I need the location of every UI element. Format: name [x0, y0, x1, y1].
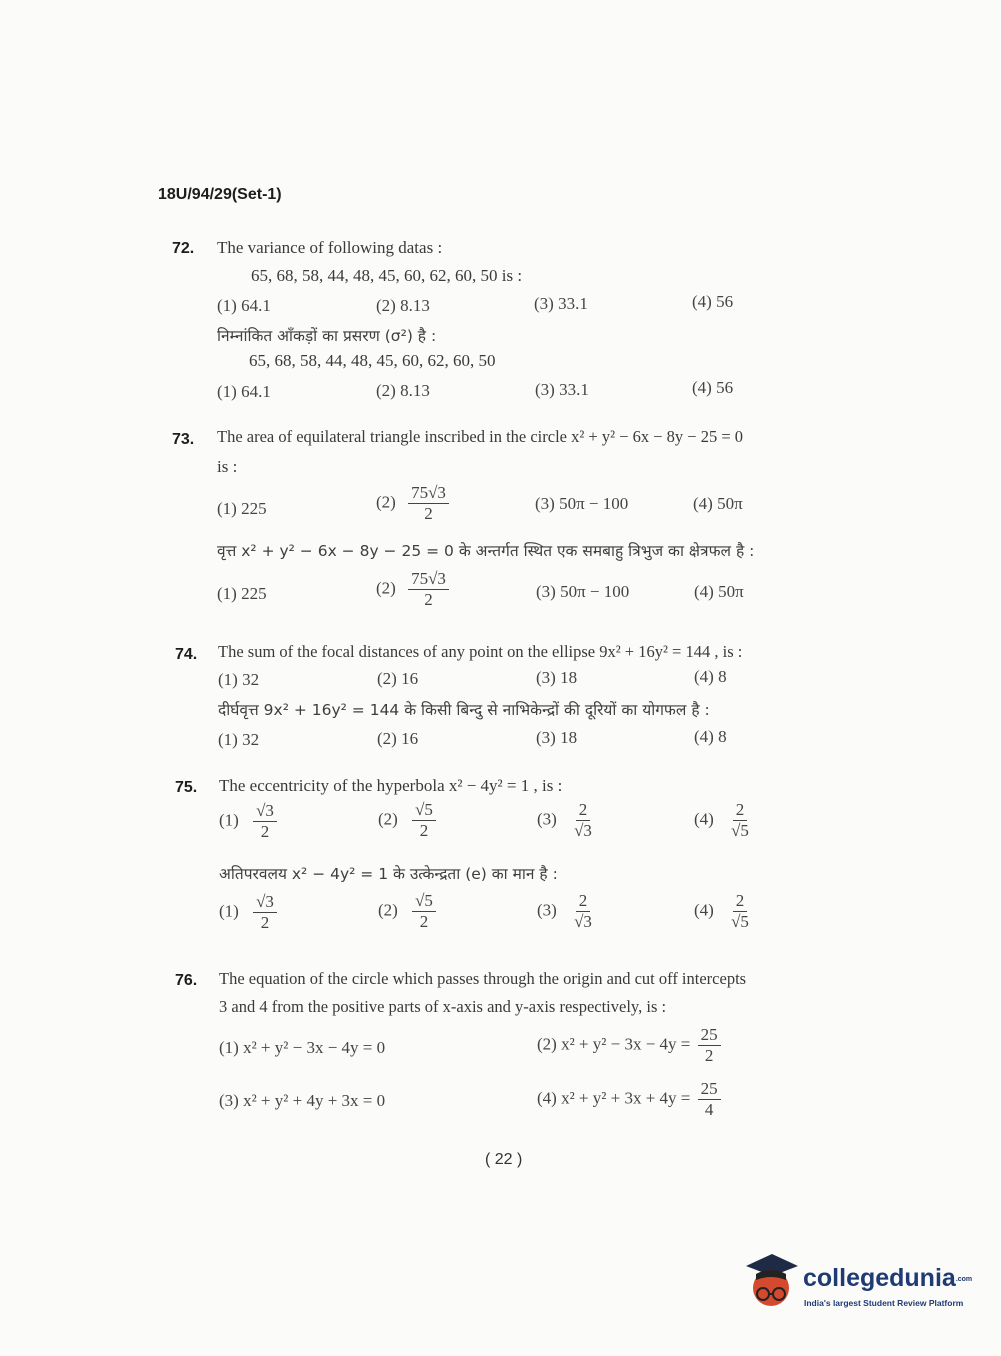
- question-75-option-4-en: [694, 801, 752, 840]
- option-label: (4): [694, 809, 714, 829]
- question-73-option-2-label: (2): [376, 492, 396, 512]
- fraction-numerator: 2: [576, 892, 591, 912]
- question-73-option-3-en: (3) 50π − 100: [535, 494, 629, 513]
- fraction-denominator: √3: [574, 820, 592, 840]
- option-label: (2): [378, 900, 398, 920]
- question-75-option-1-hi: [219, 893, 277, 932]
- option-fraction: [412, 892, 436, 931]
- question-72-option-3-en: (3) 33.1: [534, 294, 588, 313]
- question-75-option-2-hi: [378, 892, 436, 931]
- question-75-option-2-en: [378, 801, 436, 840]
- question-76-option-1: (1) x² + y² − 3x − 4y = 0: [219, 1038, 386, 1057]
- fraction-numerator: √3: [253, 802, 277, 822]
- fraction-denominator: 2: [424, 503, 433, 523]
- question-76-text-en: The equation of the circle which passes through the origin and cut off intercepts: [219, 969, 747, 988]
- question-74-option-1-en: (1) 32: [218, 670, 260, 689]
- fraction-denominator: 4: [704, 1099, 714, 1119]
- page-number: ( 22 ): [485, 1151, 523, 1168]
- fraction-denominator: √5: [731, 820, 749, 840]
- option-fraction: [728, 892, 752, 931]
- question-73-option-2-fraction-hi: [408, 570, 449, 609]
- question-76-option-4: [537, 1080, 721, 1119]
- question-76-text-en-continued: 3 and 4 from the positive parts of x-axis and y-axis respectively, is :: [219, 997, 667, 1016]
- question-75-option-4-hi: [694, 892, 752, 931]
- question-72-option-2-en: (2) 8.13: [376, 296, 430, 315]
- question-73-option-1-hi: (1) 225: [217, 584, 267, 603]
- brand-name: collegedunia: [803, 1264, 956, 1292]
- option-fraction: [412, 801, 436, 840]
- question-73-option-3-hi: (3) 50π − 100: [536, 582, 630, 601]
- fraction-denominator: 2: [260, 912, 270, 932]
- question-73-option-4-hi: (4) 50π: [694, 582, 744, 601]
- question-76-option-3: (3) x² + y² + 4y + 3x = 0: [219, 1091, 386, 1110]
- question-72-text-en: The variance of following datas :: [217, 238, 443, 257]
- fraction-denominator: √3: [574, 911, 592, 931]
- question-73-option-4-en: (4) 50π: [693, 494, 743, 513]
- option-fraction: [253, 802, 277, 841]
- question-74-number: 74.: [175, 646, 198, 663]
- paper-code: 18U/94/29(Set-1): [158, 186, 282, 203]
- question-72-option-4-en: (4) 56: [692, 292, 734, 311]
- fraction-denominator: √5: [731, 911, 749, 931]
- option-fraction: [728, 801, 752, 840]
- question-75-text-hi: अतिपरवलय x² − 4y² = 1 के उत्केन्द्रता (e) का मान है :: [219, 865, 558, 883]
- question-74-option-3-en: (3) 18: [536, 668, 578, 687]
- fraction-numerator: 2: [733, 892, 748, 912]
- option-fraction: [698, 1026, 721, 1065]
- question-75-option-3-en: [537, 801, 595, 840]
- question-73-option-2-en: [376, 484, 449, 523]
- question-76-number: 76.: [175, 972, 198, 989]
- fraction-numerator: √5: [412, 892, 436, 912]
- fraction-numerator: 75√3: [408, 570, 449, 590]
- collegedunia-tagline: India's largest Student Review Platform: [804, 1298, 964, 1308]
- fraction-denominator: 2: [419, 820, 429, 840]
- question-74-text-hi: दीर्घवृत्त 9x² + 16y² = 144 के किसी बिन्दु से नाभिकेन्द्रों की दूरियों का योगफल है :: [218, 701, 710, 719]
- question-72-number: 72.: [172, 240, 195, 257]
- question-72-option-3-hi: (3) 33.1: [535, 380, 589, 399]
- question-73-text-hi: वृत्त x² + y² − 6x − 8y − 25 = 0 के अन्तर्गत स्थित एक समबाहु त्रिभुज का क्षेत्रफल है :: [217, 542, 755, 560]
- option-label: (2) x² + y² − 3x − 4y =: [537, 1034, 691, 1054]
- question-76-option-2: [537, 1026, 721, 1065]
- question-73-option-1-en: (1) 225: [217, 499, 267, 518]
- option-label: (1): [219, 810, 239, 830]
- fraction-numerator: 75√3: [408, 484, 449, 504]
- option-label: (3): [537, 809, 557, 829]
- fraction-denominator: 2: [260, 821, 270, 841]
- question-72-data-hi: 65, 68, 58, 44, 48, 45, 60, 62, 60, 50: [249, 351, 496, 370]
- question-74-option-3-hi: (3) 18: [536, 728, 578, 747]
- fraction-denominator: 2: [704, 1045, 714, 1065]
- question-72-option-4-hi: (4) 56: [692, 378, 734, 397]
- fraction-numerator: 2: [576, 801, 591, 821]
- fraction-numerator: √3: [253, 893, 277, 913]
- question-72-data-en: 65, 68, 58, 44, 48, 45, 60, 62, 60, 50 is :: [251, 266, 523, 285]
- question-72-option-2-hi: (2) 8.13: [376, 381, 430, 400]
- question-72-text-hi: निम्नांकित आँकड़ों का प्रसरण (σ²) है :: [217, 327, 437, 345]
- collegedunia-logo-icon: [742, 1250, 800, 1312]
- question-72-option-1-en: (1) 64.1: [217, 296, 271, 315]
- fraction-denominator: 2: [419, 911, 429, 931]
- question-74-option-2-en: (2) 16: [377, 669, 419, 688]
- question-75-option-3-hi: [537, 892, 595, 931]
- question-74-option-4-hi: (4) 8: [694, 727, 727, 746]
- option-label: (2): [378, 809, 398, 829]
- question-73-option-2-hi: [376, 570, 449, 609]
- option-label: (4) x² + y² + 3x + 4y =: [537, 1088, 691, 1108]
- question-74-option-1-hi: (1) 32: [218, 730, 260, 749]
- question-75-number: 75.: [175, 779, 198, 796]
- question-75-text-en: The eccentricity of the hyperbola x² − 4y² = 1 , is :: [219, 776, 563, 795]
- option-fraction: [571, 892, 595, 931]
- question-73-option-2-label-hi: (2): [376, 578, 396, 598]
- collegedunia-brand: [803, 1264, 972, 1293]
- question-73-option-2-fraction: [408, 484, 449, 523]
- option-fraction: [571, 801, 595, 840]
- question-72-option-1-hi: (1) 64.1: [217, 382, 271, 401]
- brand-suffix: .com: [955, 1275, 973, 1283]
- question-73-text-en-continued: is :: [217, 457, 238, 476]
- question-74-text-en: The sum of the focal distances of any point on the ellipse 9x² + 16y² = 144 , is :: [218, 642, 743, 661]
- option-fraction: [698, 1080, 721, 1119]
- fraction-numerator: √5: [412, 801, 436, 821]
- question-74-option-2-hi: (2) 16: [377, 729, 419, 748]
- option-label: (4): [694, 900, 714, 920]
- question-75-option-1-en: [219, 802, 277, 841]
- question-74-option-4-en: (4) 8: [694, 667, 727, 686]
- fraction-numerator: 25: [698, 1026, 721, 1046]
- option-fraction: [253, 893, 277, 932]
- fraction-numerator: 25: [698, 1080, 721, 1100]
- question-73-number: 73.: [172, 431, 195, 448]
- fraction-denominator: 2: [424, 589, 433, 609]
- option-label: (1): [219, 901, 239, 921]
- option-label: (3): [537, 900, 557, 920]
- fraction-numerator: 2: [733, 801, 748, 821]
- question-73-text-en: The area of equilateral triangle inscribed in the circle x² + y² − 6x − 8y − 25 = 0: [217, 427, 744, 446]
